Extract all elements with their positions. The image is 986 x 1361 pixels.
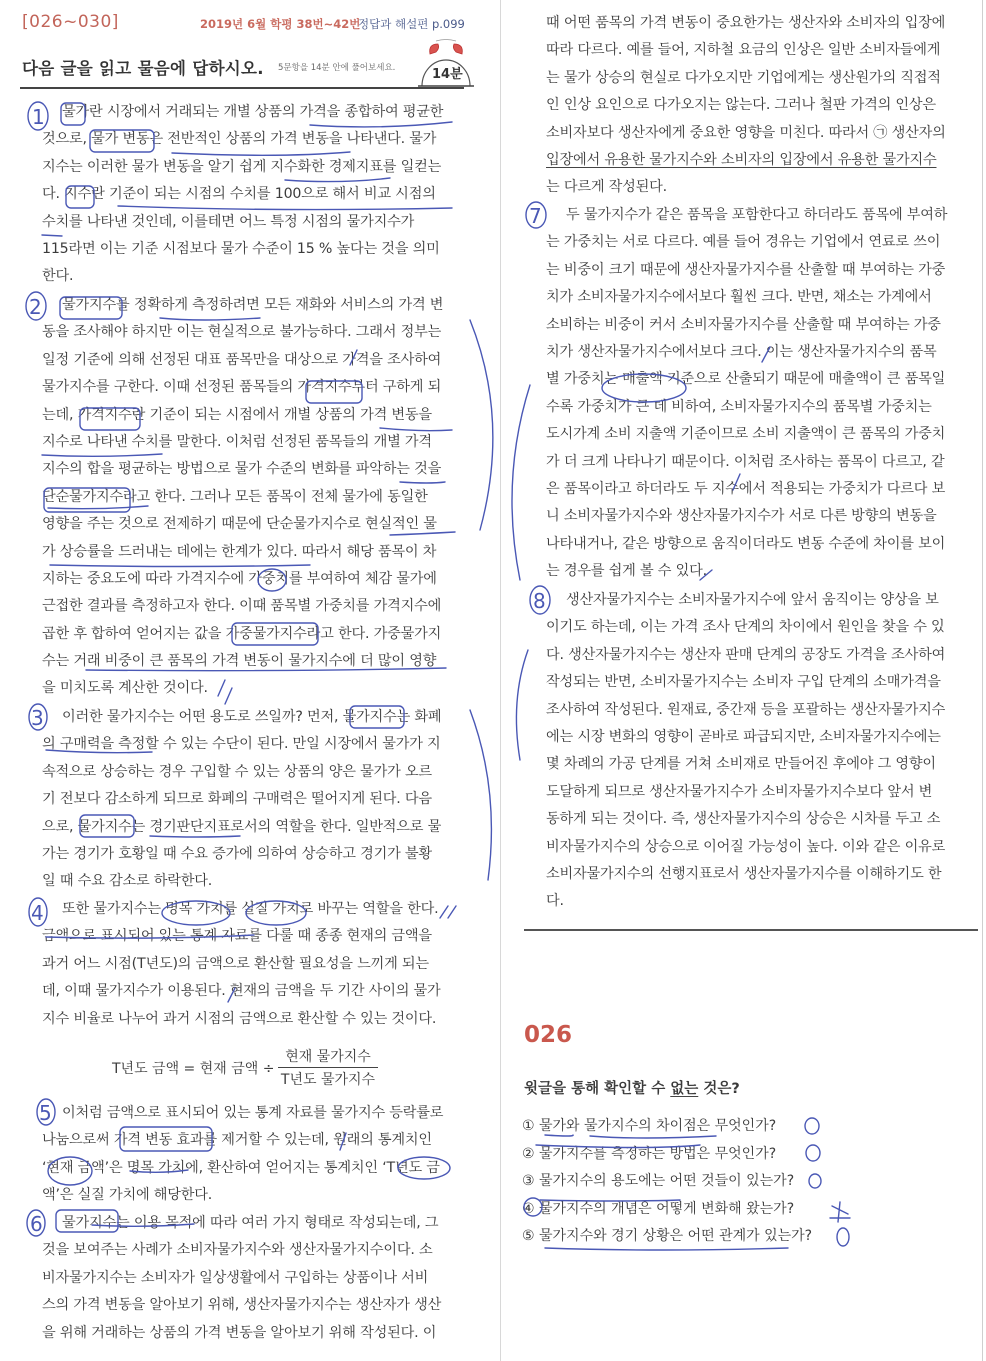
option-5[interactable]: ⑤ 물가지수와 경기 상황은 어떤 관계가 있는가? bbox=[522, 1228, 813, 1245]
svg-text:6: 6 bbox=[30, 1212, 43, 1236]
formula-numerator: 현재 물가지수 bbox=[278, 1046, 378, 1068]
instruction-title: 다음 글을 읽고 물음에 답하시오. bbox=[22, 59, 264, 78]
paragraph-7: 두 물가지수가 같은 품목을 포함한다고 하더라도 품목에 부여하 는 가중치는 서로 다르다. 예를 들어 경유는 기업에서 연료로 쓰이 는 비중이 크기 때문에 생산자물가지수를 산출할 때 부여하는 가중 치가 소비자물가지수에서보다 훨씬 크다. 반면, 채소는 가계에서 소비하는 비중이 커서 소비자물가지수를 산출할 때 부여하는 가중 치가 생산자물가지수에서보다 크다. 이는 생산자물가지수의 품목 별 가중치는 매출액 기준으로 산출되기 때문에 매출액이 큰 품목일 수록 가중치가 큰 데 비하여, 소비자물가지수의 품목별 가중치는 도시가계 소비 지출액 기준이므로 소비 지출액이 큰 품목의 가중치 가 더 크게 나타나기 때문이다. 이처럼 조사하는 품목이 다르고, 같 은 품목이라고 하더라도 두 지수에서 적용되는 가중치가 다르다 보 니 소비자물가지수와 생산자물가지수가 서로 다른 방향의 변동을 나타내거나, 같은 방향으로 움직이더라도 변동 수준에 차이를 보이 는 경우를 쉽게 볼 수 있다. bbox=[546, 207, 948, 580]
timer-label: 14분 bbox=[432, 67, 463, 82]
exam-source: 2019년 6월 학평 38번~42번 bbox=[200, 17, 361, 31]
formula-lhs: T년도 금액 = 현재 금액 ÷ bbox=[112, 1061, 275, 1077]
paragraph-3: 이러한 물가지수는 어떤 용도로 쓰일까? 먼저, 물가지수는 화폐 의 구매력을 측정할 수 있는 수단이 된다. 만일 시장에서 물가가 지 속적으로 상승하는 경우 구입할 수 있는 상품의 양은 물가가 오르 기 전보다 감소하게 되므로 화폐의 구매력은 떨어지게 된다. 다음 으로, 물가지수는 경기판단지표로서의 역할을 한다. 일반적으로 물 가는 경기가 호황일 때 수요 증가에 의하여 상승하고 경기가 불황 일 때 수요 감소로 하락한다. bbox=[42, 709, 442, 890]
question-number: 026 bbox=[524, 1022, 573, 1048]
paragraph-6: 물가지수는 이용 목적에 따라 여러 가지 형태로 작성되는데, 그 것을 보여주는 사례가 소비자물가지수와 생산자물가지수이다. 소 비자물가지수는 소비자가 일상생활에서 구입하는 상품이나 서비 스의 가격 변동을 알아보기 위해, 생산자물가지수는 생산자가 생산 을 위해 거래하는 상품의 가격 변동을 알아보기 위해 작성된다. 이 bbox=[42, 1215, 442, 1341]
paragraph-5: 이처럼 금액으로 표시되어 있는 통계 자료를 물가지수 등락률로 나눔으로써 가격 변동 효과를 제거할 수 있는데, 원래의 통계치인 ‘현재 금액’은 명목 가치에, 환산하여 얻어지는 통계치인 ‘T년도 금 액’은 실질 가치에 해당한다. bbox=[42, 1105, 444, 1204]
paragraph-6-continued: 때 어떤 품목의 가격 변동이 중요한가는 생산자와 소비자의 입장에 따라 다르다. 예를 들어, 지하철 요금의 인상은 일반 소비자들에게 는 물가 상승의 현실로 다가오지만 기업에게는 생산원가의 직접적 인 인상 요인으로 다가오지는 않는다. 그러나 철판 가격의 인상은 소비자보다 생산자에게 중요한 영향을 미친다. 따라서 ㉠ 생산자의 입장에서 유용한 물가지수와 소비자의 입장에서 유용한 물가지수 는 다르게 작성된다. bbox=[546, 15, 946, 196]
marker-1-text: 1 bbox=[32, 105, 45, 129]
svg-text:2: 2 bbox=[29, 295, 42, 319]
svg-text:7: 7 bbox=[529, 204, 542, 228]
page-edge bbox=[982, 0, 983, 1361]
svg-text:3: 3 bbox=[31, 706, 44, 730]
column-divider bbox=[500, 0, 501, 1361]
paragraph-4: 또한 물가지수는 명목 가치를 실질 가치로 바꾸는 역할을 한다. 금액으로 표시되어 있는 통계 자료를 다룰 때 종종 현재의 금액을 과거 어느 시점(T년도)의 금액으로 환산할 필요성을 느끼게 되는 데, 이때 물가지수가 이용된다. 현재의 금액을 두 기간 사이의 물가 지수 비율로 나누어 과거 시점의 금액으로 환산할 수 있는 것이다. bbox=[42, 901, 441, 1027]
question-stem: 윗글을 통해 확인할 수 없는 것은? bbox=[524, 1081, 740, 1097]
time-hint: 5문항을 14분 안에 풀어보세요. bbox=[278, 63, 396, 73]
answer-options bbox=[522, 1113, 812, 1251]
paragraph-1: 물가란 시장에서 거래되는 개별 상품의 가격을 종합하여 평균한 것으로, 물가 변동은 전반적인 상품의 가격 변동을 나타낸다. 물가 지수는 이러한 물가 변동을 알기 쉽게 지수화한 경제지표를 일컫는 다. 지수란 기준이 되는 시점의 수치를 100으로 해서 비교 시점의 수치를 나타낸 것인데, 이를테면 어느 특정 시점의 물가지수가 115라면 이는 기준 시점보다 물가 수준이 15 % 높다는 것을 의미 한다. bbox=[42, 104, 444, 285]
svg-text:8: 8 bbox=[533, 589, 546, 613]
option-3[interactable]: ③ 물가지수의 용도에는 어떤 것들이 있는가? bbox=[522, 1173, 795, 1190]
option-1[interactable]: ① 물가와 물가지수의 차이점은 무엇인가? bbox=[522, 1118, 777, 1134]
section-rule bbox=[524, 929, 978, 931]
formula-fraction bbox=[278, 1046, 378, 1089]
question-emphasis: 없는 bbox=[670, 1081, 699, 1097]
formula-denominator: T년도 물가지수 bbox=[280, 1072, 376, 1088]
header-rule bbox=[20, 87, 464, 89]
paragraph-8: 생산자물가지수는 소비자물가지수에 앞서 움직이는 양상을 보 이기도 하는데, 이는 가격 조사 단계의 차이에서 원인을 찾을 수 있 다. 생산자물가지수는 생산자 판매 단계의 공장도 가격을 조사하여 작성되는 반면, 소비자물가지수는 소비자 구입 단계의 소매가격을 조사하여 작성된다. 원재료, 중간재 등을 포괄하는 생산자물가지수 에는 시장 변화의 영향이 곧바로 파급되지만, 소비자물가지수에는 몇 차례의 가공 단계를 거쳐 소비재로 만들어진 후에야 그 영향이 도달하게 되므로 생산자물가지수가 소비자물가지수보다 앞서 변 동하게 되는 것이다. 즉, 생산자물가지수의 상승은 시차를 두고 소 비자물가지수의 상승으로 이어질 가능성이 높다. 이와 같은 이유로 소비자물가지수의 선행지표로서 생산자물가지수를 이해하기도 한 다. bbox=[546, 592, 946, 910]
question-range: [026~030] bbox=[22, 12, 119, 32]
svg-text:4: 4 bbox=[31, 901, 44, 925]
answer-reference: 정답과 해설편 p.099 bbox=[358, 17, 465, 31]
option-4[interactable]: ④ 물가지수의 개념은 어떻게 변화해 왔는가? bbox=[522, 1200, 795, 1217]
option-2[interactable]: ② 물가지수를 측정하는 방법은 무엇인가? bbox=[522, 1145, 777, 1162]
svg-text:5: 5 bbox=[39, 1101, 52, 1125]
paragraph-2: 물가지수를 정확하게 측정하려면 모든 재화와 서비스의 가격 변 동을 조사해야 하지만 이는 현실적으로 불가능하다. 그래서 정부는 일정 기준에 의해 선정된 대표 품목만을 대상으로 가격을 조사하여 물가지수를 구한다. 이때 선정된 품목들의 가격지수부터 구하게 되 는데, 가격지수란 기준이 되는 시점에서 개별 상품의 가격 변동을 지수로 나타낸 수치를 말한다. 이처럼 선정된 품목들의 개별 가격 지수의 합을 평균하는 방법으로 물가 수준의 변화를 파악하는 것을 단순물가지수라고 한다. 그러나 모든 품목이 전체 물가에 동일한 영향을 주는 것으로 전제하기 때문에 단순물가지수로 현실적인 물 가 상승률을 드러내는 데에는 한계가 있다. 따라서 해당 품목이 차 지하는 중요도에 따라 가격지수에 가중치를 부여하여 체감 물가에 근접한 결과를 측정하고자 한다. 이때 품목별 가중치를 가격지수에 곱한 후 합하여 얻어지는 값을 가중물가지수라고 한다. 가중물가지 수는 거래 비중이 큰 품목의 가격 변동이 물가지수에 더 많이 영향 을 미치도록 계산한 것이다. bbox=[42, 297, 444, 697]
